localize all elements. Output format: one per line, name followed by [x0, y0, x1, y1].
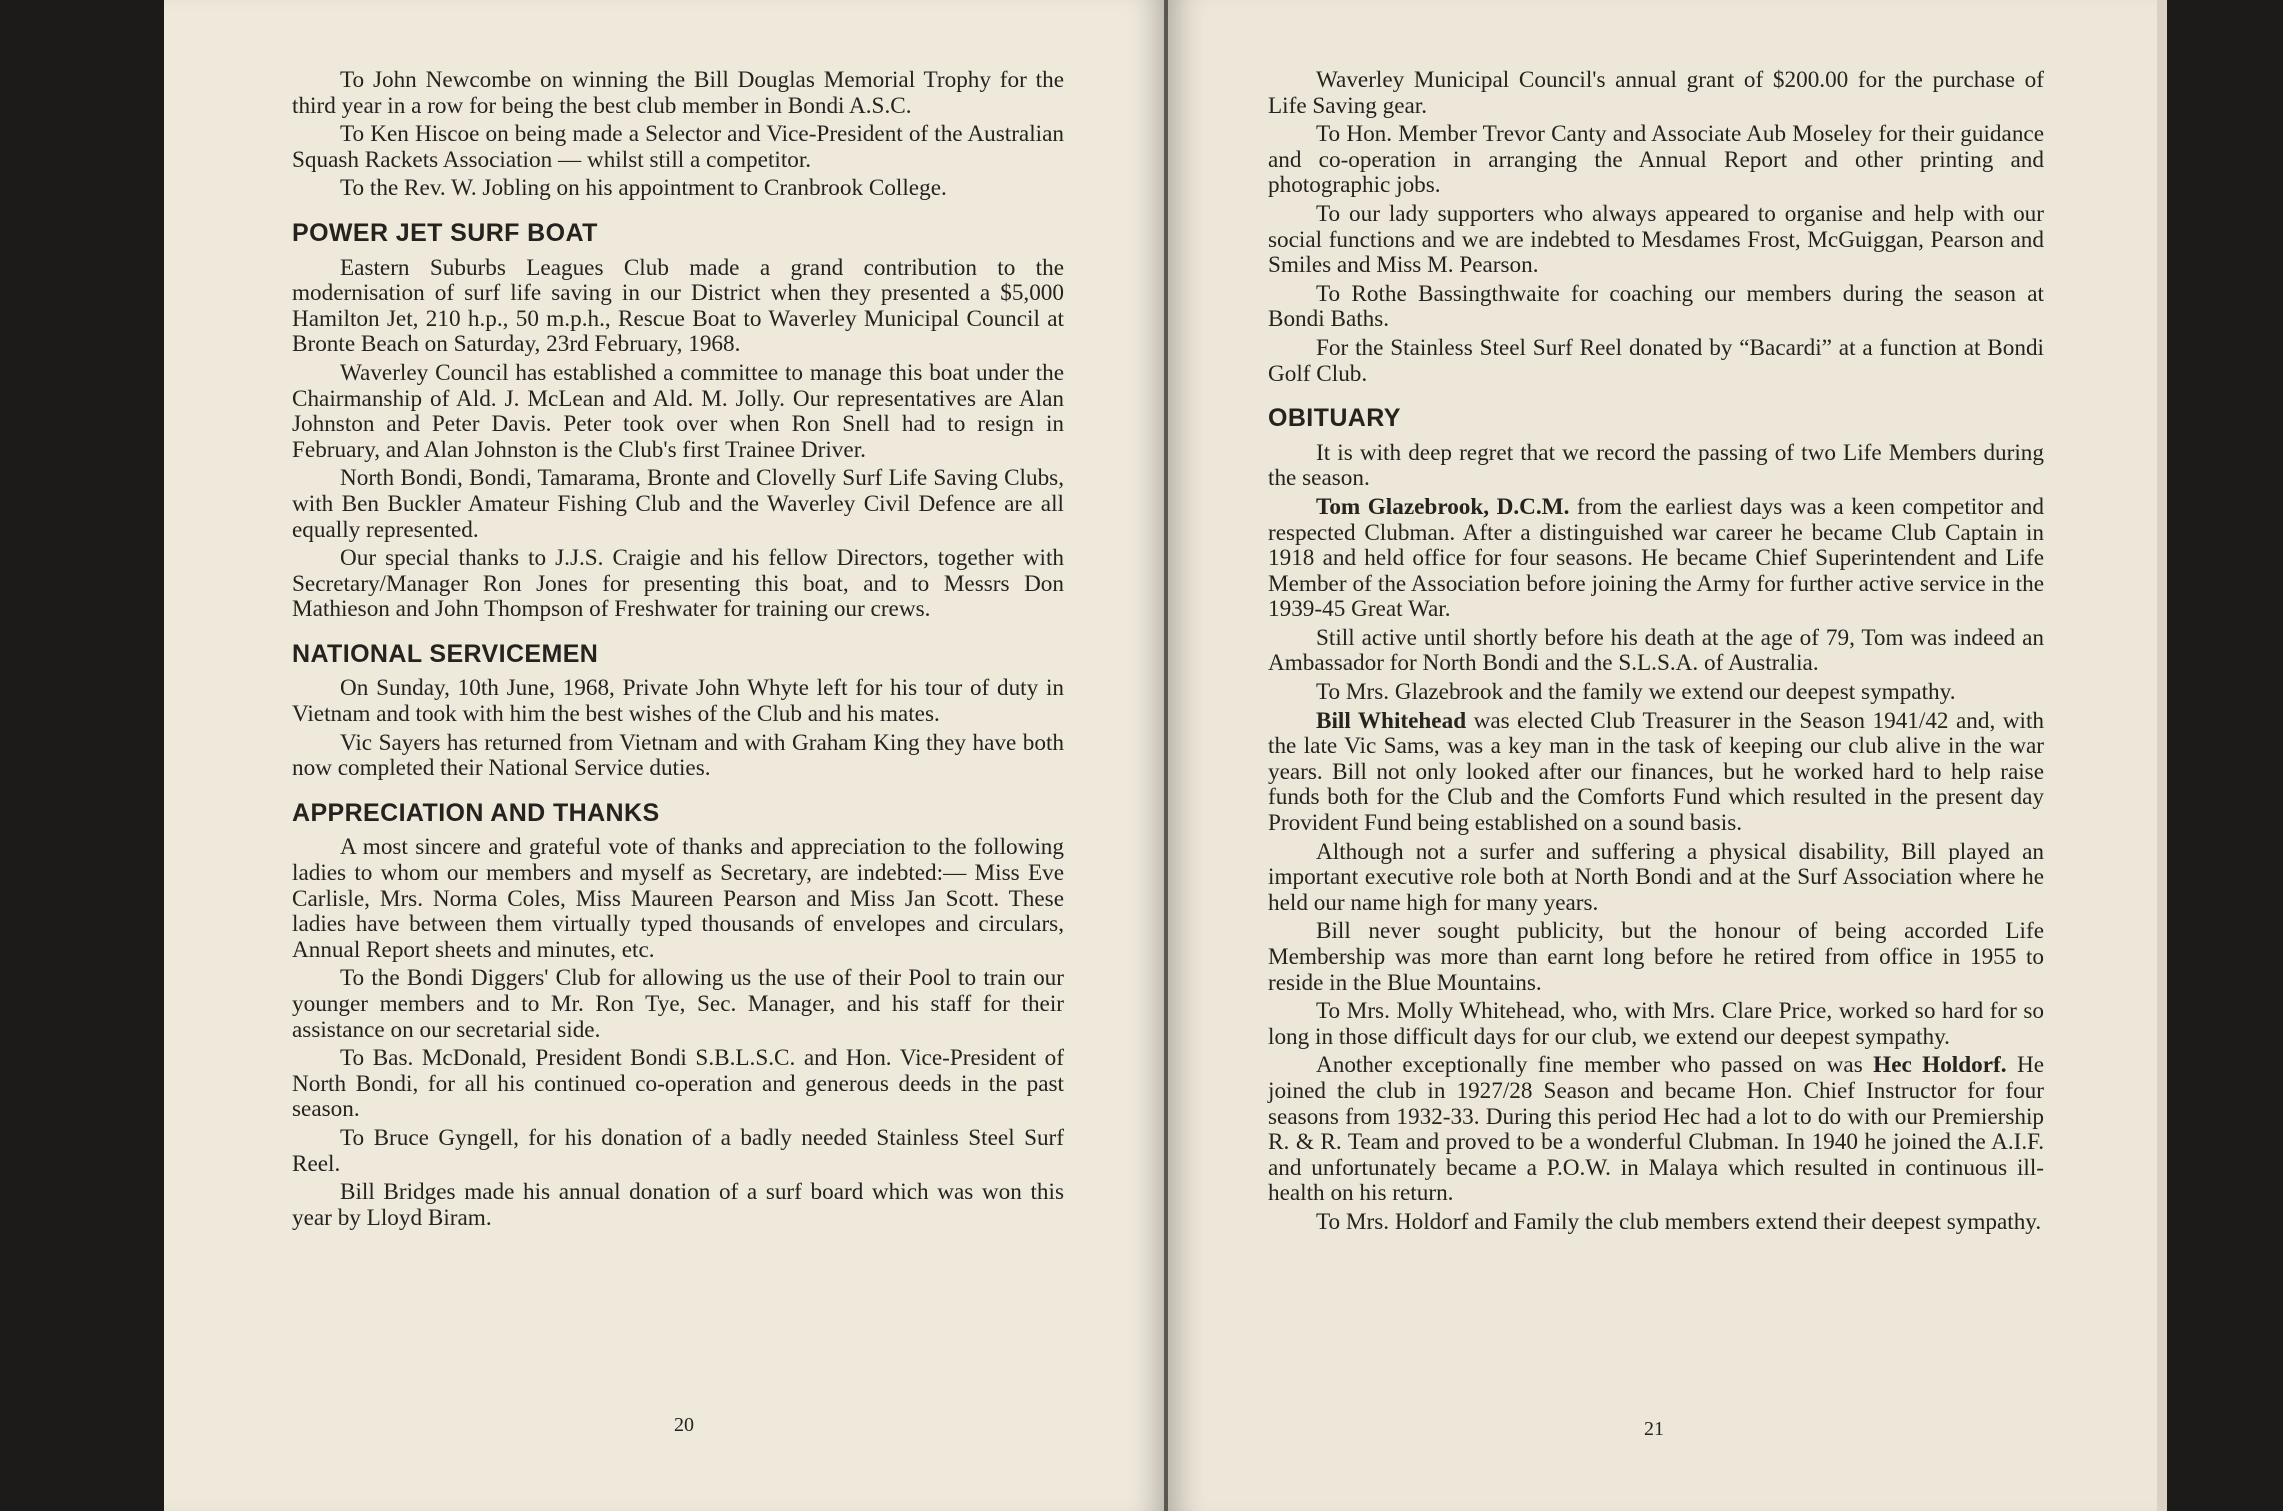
page-number: 21: [1644, 1418, 1664, 1440]
paragraph: On Sunday, 10th June, 1968, Private John Whyte left for his tour of duty in Vietnam and took with him the best wishes of the Club and his mates.: [292, 675, 1064, 728]
paragraph: Waverley Municipal Council's annual grant of $200.00 for the purchase of Life Saving gear.: [1268, 67, 2044, 119]
paragraph-text: from the earliest days was a keen competitor and respected Clubman. After a distinguished war career he became Club Captain in 1918 and held office for four seasons. He became Chief Superintendent and Life Member of the Association before joining the Army for further active service in the 1939-45 Great War.: [1268, 493, 2044, 623]
paragraph: To Bas. McDonald, President Bondi S.B.L.S.C. and Hon. Vice-President of North Bondi, for all his continued co-operation and generous deeds in the past season.: [292, 1045, 1064, 1123]
member-name: Bill Whitehead: [1316, 707, 1467, 734]
paragraph: Vic Sayers has returned from Vietnam and with Graham King they have both now completed their National Service duties.: [292, 729, 1064, 782]
paragraph: North Bondi, Bondi, Tamarama, Bronte and Clovelly Surf Life Saving Clubs, with Ben Buckler Amateur Fishing Club and the Waverley Civil Defence are all equally represented.: [292, 465, 1064, 543]
paragraph: To Mrs. Holdorf and Family the club members extend their deepest sympathy.: [1316, 1208, 2042, 1235]
section-heading-servicemen: NATIONAL SERVICEMEN: [292, 639, 599, 668]
paragraph: To Hon. Member Trevor Canty and Associate Aub Moseley for their guidance and co-operation in arranging the Annual Report and other printing and photographic jobs.: [1268, 121, 2044, 199]
paragraph: To Mrs. Molly Whitehead, who, with Mrs. Clare Price, worked so hard for so long in those difficult days for our club, we extend our deepest sympathy.: [1268, 998, 2044, 1050]
paragraph-text: He joined the club in 1927/28 Season and became Hon. Chief Instructor for four seasons from 1932-33. During this period Hec had a lot to do with our Premiership R. & R. Team and proved to be a wonderful Clubman. In 1940 he joined the A.I.F. and unfortunately became a P.O.W. in Malaya which resulted in continuous ill-health on his return.: [1268, 1052, 2045, 1207]
paragraph-text: was elected Club Treasurer in the Season 1941/42 and, with the late Vic Sams, was a key man in the task of keeping our club alive in the war years. Bill not only looked after our finances, but he worked hard to help raise funds both for the Club and the Comforts Fund which resulted in the present day Provident Fund being established on a sound basis.: [1268, 707, 2044, 837]
paragraph: Eastern Suburbs Leagues Club made a grand contribution to the modernisation of surf life saving in our District when they presented a $5,000 Hamilton Jet, 210 h.p., 50 m.p.h., Rescue Boat to Waverley Municipal Council at Bronte Beach on Saturday, 23rd February, 1968.: [292, 254, 1064, 358]
page-edge: [2157, 0, 2167, 1511]
paragraph: To Rothe Bassingthwaite for coaching our members during the season at Bondi Baths.: [1268, 280, 2044, 333]
obituary-glazebrook: [1268, 495, 2044, 623]
right-page: [1168, 0, 2157, 1511]
left-column: [292, 68, 1064, 1234]
left-page: [164, 0, 1166, 1511]
paragraph: To the Bondi Diggers' Club for allowing us the use of their Pool to train our younger members and to Mr. Ron Tye, Sec. Manager, and his staff for their assistance on our secretarial side.: [292, 965, 1064, 1043]
paragraph: Bill Bridges made his annual donation of a surf board which was won this year by Lloyd Biram.: [292, 1179, 1064, 1231]
paragraph: A most sincere and grateful vote of thanks and appreciation to the following ladies to whom our members and myself as Secretary, are indebted:— Miss Eve Carlisle, Mrs. Norma Coles, Miss Maureen Pearson and Miss Jan Scott. These ladies have between them virtually typed thousands of envelopes and circulars, Annual Report sheets and minutes, etc.: [292, 834, 1064, 963]
paragraph: Waverley Council has established a committee to manage this boat under the Chairmanship of Ald. J. McLean and Ald. M. Jolly. Our representatives are Alan Johnston and Peter Davis. Peter took over when Ron Snell had to resign in February, and Alan Johnston is the Club's first Trainee Driver.: [292, 359, 1064, 463]
paragraph: To John Newcombe on winning the Bill Douglas Memorial Trophy for the third year in a row for being the best club member in Bondi A.S.C.: [292, 67, 1064, 119]
member-name: Tom Glazebrook, D.C.M.: [1316, 493, 1570, 520]
paragraph: To Mrs. Glazebrook and the family we extend our deepest sympathy.: [1316, 679, 1956, 706]
paragraph: Our special thanks to J.J.S. Craigie and his fellow Directors, together with Secretary/Manager Ron Jones for presenting this boat, and to Messrs Don Mathieson and John Thompson of Freshwater for training our crews.: [292, 545, 1064, 623]
paragraph: To our lady supporters who always appeared to organise and help with our social functions and we are indebted to Mesdames Frost, McGuiggan, Pearson and Smiles and Miss M. Pearson.: [1268, 200, 2044, 279]
paragraph: To Bruce Gyngell, for his donation of a badly needed Stainless Steel Surf Reel.: [292, 1124, 1064, 1177]
section-heading-thanks: APPRECIATION AND THANKS: [292, 798, 660, 827]
paragraph: To Ken Hiscoe on being made a Selector and Vice-President of the Australian Squash Rackets Association — whilst still a competitor.: [292, 121, 1064, 173]
paragraph-text: Another exceptionally fine member who passed on was: [1316, 1052, 1874, 1079]
paragraph: It is with deep regret that we record the passing of two Life Members during the season.: [1268, 439, 2044, 492]
paragraph: For the Stainless Steel Surf Reel donated by “Bacardi” at a function at Bondi Golf Club.: [1268, 334, 2044, 387]
paragraph: Still active until shortly before his death at the age of 79, Tom was indeed an Ambassador for North Bondi and the S.L.S.A. of Australia.: [1268, 624, 2044, 677]
paragraph: To the Rev. W. Jobling on his appointment to Cranbrook College.: [340, 175, 947, 202]
obituary-whitehead: [1268, 709, 2044, 837]
member-name: Hec Holdorf.: [1873, 1052, 2007, 1079]
right-column: [1268, 68, 2044, 1239]
paragraph: Although not a surfer and suffering a physical disability, Bill played an important executive role both at North Bondi and at the Surf Association where he held our name high for many years.: [1268, 838, 2044, 916]
paragraph: Bill never sought publicity, but the honour of being accorded Life Membership was more than earnt long before he retired from office in 1955 to reside in the Blue Mountains.: [1268, 918, 2044, 996]
obituary-holdorf: [1268, 1053, 2044, 1207]
section-heading-surf-boat: POWER JET SURF BOAT: [292, 218, 598, 247]
section-heading-obituary: OBITUARY: [1268, 404, 1401, 433]
page-number: 20: [674, 1414, 694, 1436]
